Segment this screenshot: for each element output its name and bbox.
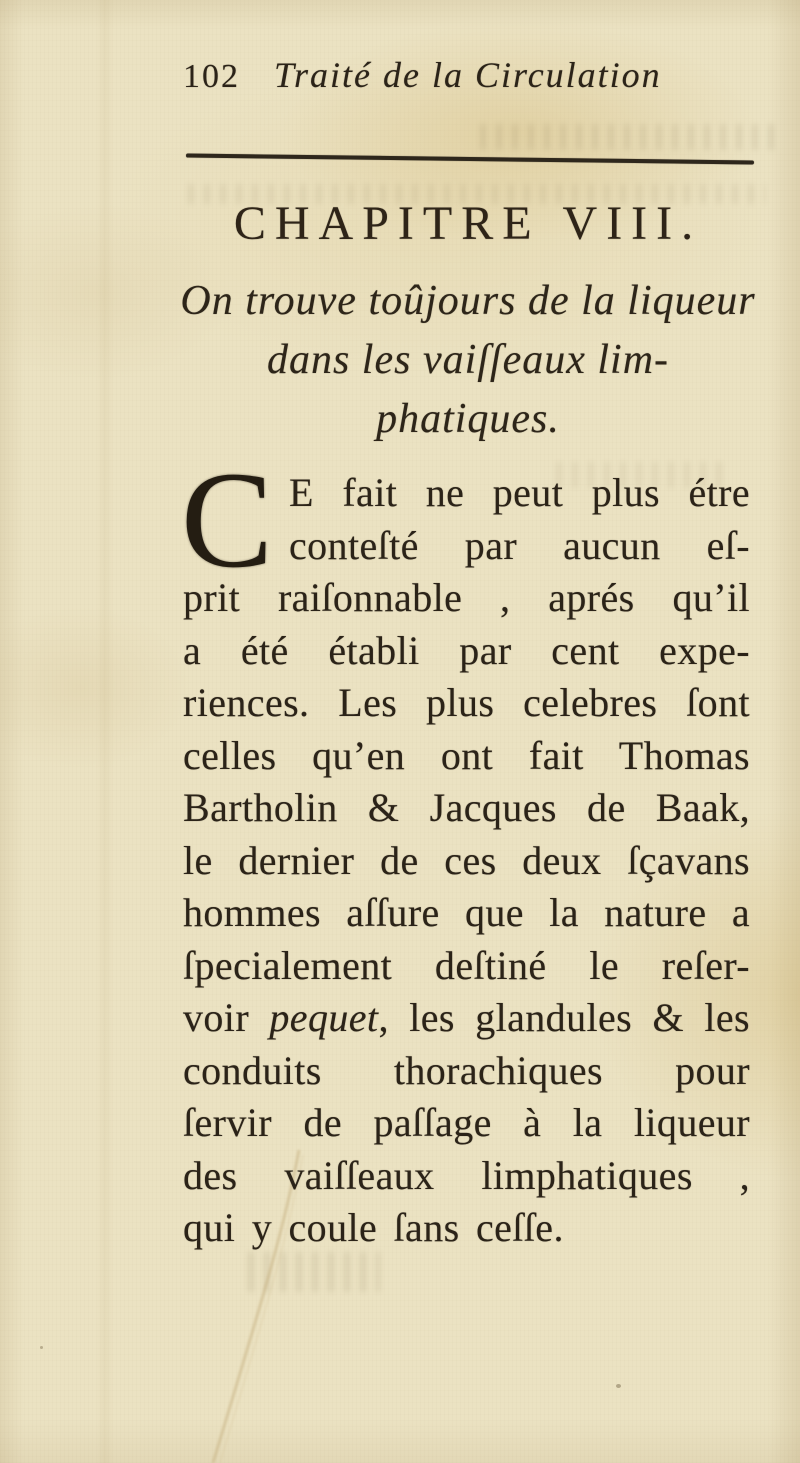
body-line: des vaiſſeaux limphatiques , [183,1152,750,1198]
chapter-numeral: VIII. [562,197,703,250]
chapter-heading [183,196,753,252]
body-line: a été établi par cent expe- [183,627,750,673]
body-line: hommes aſſure que la nature a [183,890,750,935]
subtitle-line: dans les vaiſſeaux lim- [266,337,670,383]
show-through-smudge [480,124,780,150]
body-text [183,467,750,1255]
body-line: qui y coule ſans ceſſe. [183,1205,564,1250]
body-line: Bartholin & Jacques de Baak, [183,785,750,830]
body-line-pequet-italic: pequet [269,995,379,1040]
subtitle-line: phatiques. [376,396,560,442]
page-number: 102 [183,58,240,95]
show-through-smudge [248,1252,380,1292]
body-line-pequet-pre: voir [183,995,270,1040]
body-line: prit raiſonnable , aprés qu’il [183,575,750,620]
body-line: le dernier de ces deux ſçavans [183,837,750,883]
body-line: riences. Les plus celebres ſont [183,680,750,725]
body-line: ſervir de paſſage à la liqueur [183,1100,750,1145]
body-line-pequet [183,992,750,1045]
header-rule [186,154,754,165]
chapter-word: CHAPITRE [233,197,541,250]
paper-fold-shade [96,0,114,1463]
paper-speck [40,1346,43,1349]
body-line: conteſté par aucun eſ- [289,522,750,568]
chapter-subtitle [170,272,766,449]
running-head [183,54,753,98]
body-line: ſpecialement deſtiné le reſer- [183,942,750,988]
body-line: conduits thorachiques pour [183,1047,750,1093]
drop-cap: C [181,443,274,596]
body-line-pequet-post: , les glandules & les [378,995,750,1040]
body-line: celles qu’en ont fait Thomas [183,732,750,778]
running-title: Traité de la Circulation [274,55,662,95]
body-line: E fait ne peut plus étre [289,470,750,515]
paper-speck [616,1384,621,1388]
subtitle-line: On trouve toûjours de la liqueur [180,278,756,324]
